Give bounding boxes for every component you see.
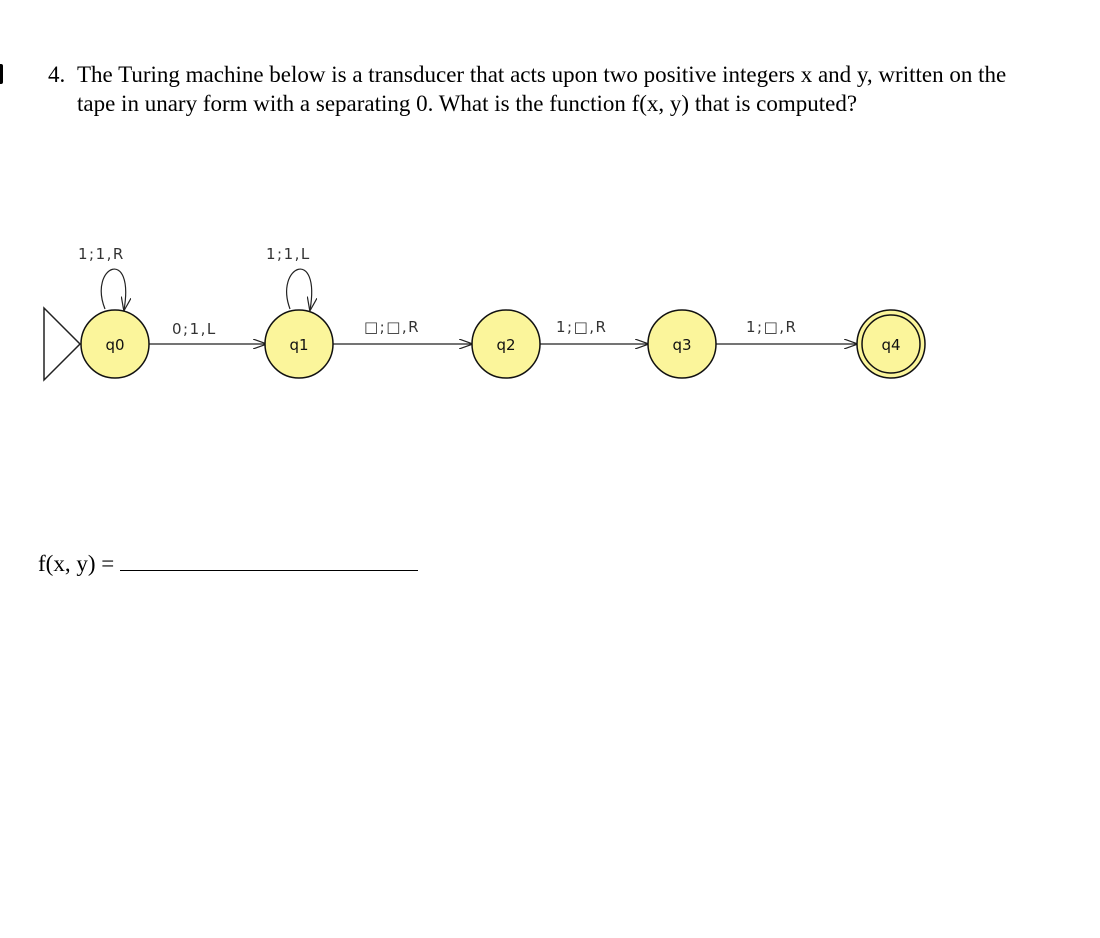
answer-row — [38, 548, 418, 578]
transition-label-q0-q1: 0;1,L — [172, 320, 217, 338]
transition-label-q1-q2: □;□,R — [364, 318, 421, 336]
initial-state-marker — [44, 308, 80, 380]
answer-label: f(x, y) = — [38, 551, 115, 576]
state-label-q4: q4 — [881, 336, 901, 354]
answer-blank[interactable] — [120, 548, 418, 571]
state-label-q1: q1 — [289, 336, 309, 354]
state-label-q0: q0 — [105, 336, 125, 354]
self-loop-q1 — [287, 269, 312, 310]
question-text: The Turing machine below is a transducer that acts upon two positive integers x and y, written on the tape in unary form with a separating 0. What is the function f(x, y) that is computed? — [77, 62, 1007, 116]
self-loop-q0 — [101, 269, 125, 310]
state-label-q2: q2 — [496, 336, 516, 354]
transition-label-q1-self: 1;1,L — [266, 245, 311, 263]
question-number: 4. — [48, 62, 66, 87]
transition-label-q2-q3: 1;□,R — [556, 318, 608, 336]
transition-label-q0-self: 1;1,R — [78, 245, 125, 263]
transition-label-q3-q4: 1;□,R — [746, 318, 798, 336]
state-label-q3: q3 — [672, 336, 692, 354]
